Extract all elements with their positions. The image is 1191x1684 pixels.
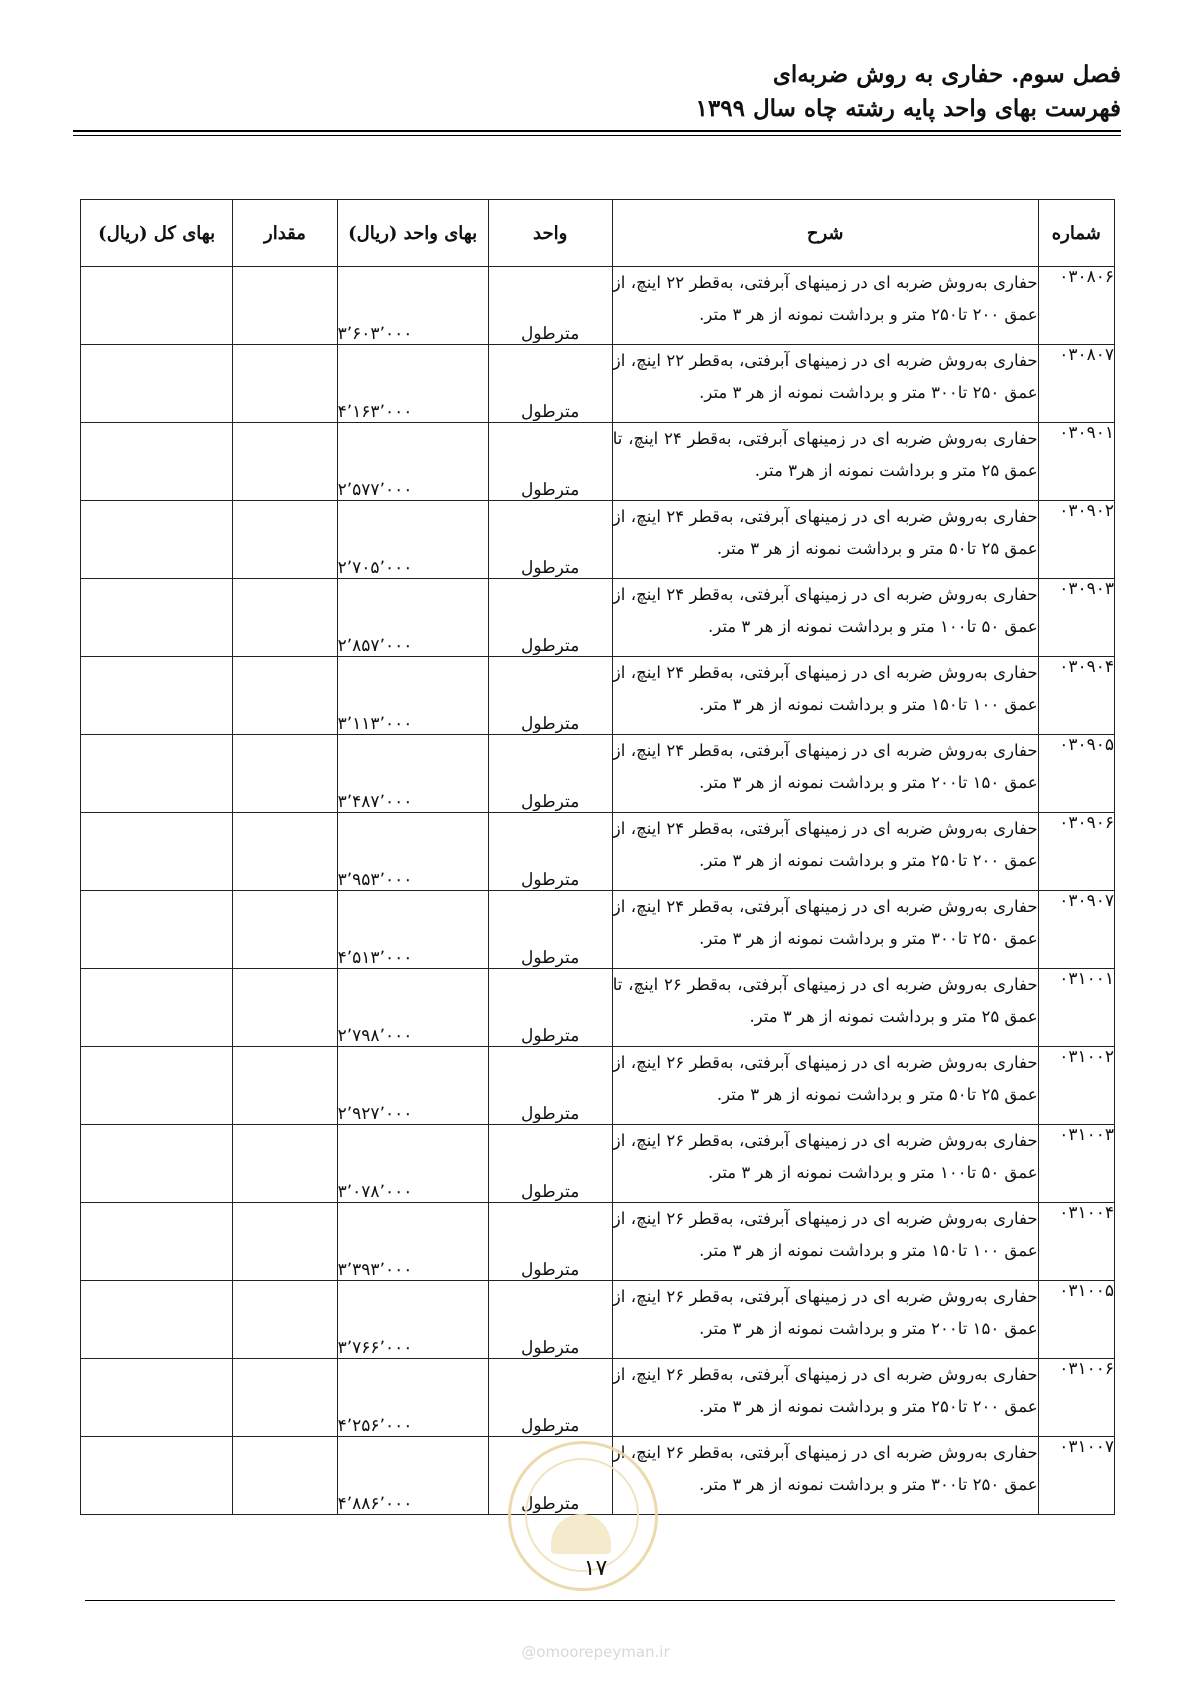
item-unit: مترطول (488, 1359, 612, 1437)
item-quantity (233, 423, 337, 501)
table-row (81, 267, 1115, 345)
item-total (81, 1125, 233, 1203)
watermark-url: @omoorepeyman.ir (521, 1643, 670, 1661)
item-quantity (233, 735, 337, 813)
item-quantity (233, 1203, 337, 1281)
item-total (81, 735, 233, 813)
item-number: ۰۳۰۸۰۶ (1038, 267, 1114, 345)
item-total (81, 579, 233, 657)
item-unit: مترطول (488, 1437, 612, 1515)
item-unit: مترطول (488, 345, 612, 423)
item-number: ۰۳۱۰۰۵ (1038, 1281, 1114, 1359)
item-number: ۰۳۰۹۰۳ (1038, 579, 1114, 657)
table-header-row (81, 200, 1115, 267)
item-number: ۰۳۰۹۰۲ (1038, 501, 1114, 579)
col-total-header: بهای کل (ریال) (81, 200, 233, 267)
table-row (81, 657, 1115, 735)
item-description: حفاری به‌روش ضربه ای در زمینهای آبرفتی، به‌قطر ۲۶ اینچ، از عمق ۱۰۰ تا۱۵۰ متر و برداشت نمونه از هر ۳ متر. (612, 1203, 1038, 1281)
item-unit-price: ۳٬۶۰۳٬۰۰۰ (337, 267, 488, 345)
item-quantity (233, 579, 337, 657)
table-row (81, 423, 1115, 501)
col-description-header: شرح (612, 200, 1038, 267)
item-unit: مترطول (488, 735, 612, 813)
table-row (81, 735, 1115, 813)
chapter-title: فصل سوم. حفاری به روش ضربه‌ای (772, 61, 1121, 88)
item-unit-price: ۴٬۱۶۳٬۰۰۰ (337, 345, 488, 423)
item-number: ۰۳۱۰۰۶ (1038, 1359, 1114, 1437)
item-number: ۰۳۱۰۰۷ (1038, 1437, 1114, 1515)
item-description: حفاری به‌روش ضربه ای در زمینهای آبرفتی، به‌قطر ۲۲ اینچ، از عمق ۲۰۰ تا۲۵۰ متر و برداشت نمونه از هر ۳ متر. (612, 267, 1038, 345)
item-unit-price: ۳٬۳۹۳٬۰۰۰ (337, 1203, 488, 1281)
item-description: حفاری به‌روش ضربه ای در زمینهای آبرفتی، به‌قطر ۲۴ اینچ، از عمق ۱۵۰ تا۲۰۰ متر و برداشت نمونه از هر ۳ متر. (612, 735, 1038, 813)
item-number: ۰۳۱۰۰۲ (1038, 1047, 1114, 1125)
item-unit: مترطول (488, 267, 612, 345)
item-total (81, 1047, 233, 1125)
item-number: ۰۳۰۹۰۷ (1038, 891, 1114, 969)
item-unit: مترطول (488, 891, 612, 969)
item-unit: مترطول (488, 423, 612, 501)
item-quantity (233, 657, 337, 735)
item-total (81, 891, 233, 969)
item-quantity (233, 1359, 337, 1437)
item-unit-price: ۳٬۷۶۶٬۰۰۰ (337, 1281, 488, 1359)
item-number: ۰۳۰۹۰۵ (1038, 735, 1114, 813)
item-total (81, 1281, 233, 1359)
item-unit-price: ۳٬۰۷۸٬۰۰۰ (337, 1125, 488, 1203)
item-quantity (233, 345, 337, 423)
table-row (81, 1359, 1115, 1437)
item-description: حفاری به‌روش ضربه ای در زمینهای آبرفتی، به‌قطر ۲۲ اینچ، از عمق ۲۵۰ تا۳۰۰ متر و برداشت نمونه از هر ۳ متر. (612, 345, 1038, 423)
table-row (81, 1281, 1115, 1359)
item-unit: مترطول (488, 813, 612, 891)
item-description: حفاری به‌روش ضربه ای در زمینهای آبرفتی، به‌قطر ۲۶ اینچ، تا عمق ۲۵ متر و برداشت نمونه از هر ۳ متر. (612, 969, 1038, 1047)
item-description: حفاری به‌روش ضربه ای در زمینهای آبرفتی، به‌قطر ۲۶ اینچ، از عمق ۲۵۰ تا۳۰۰ متر و برداشت نمونه از هر ۳ متر. (612, 1437, 1038, 1515)
item-total (81, 423, 233, 501)
item-quantity (233, 891, 337, 969)
item-number: ۰۳۰۹۰۱ (1038, 423, 1114, 501)
item-unit: مترطول (488, 501, 612, 579)
header-rule-thin (73, 135, 1121, 136)
item-unit: مترطول (488, 1203, 612, 1281)
item-unit: مترطول (488, 657, 612, 735)
table-row (81, 891, 1115, 969)
item-unit-price: ۴٬۸۸۶٬۰۰۰ (337, 1437, 488, 1515)
item-quantity (233, 1125, 337, 1203)
item-unit: مترطول (488, 1047, 612, 1125)
col-unit-header: واحد (488, 200, 612, 267)
item-unit-price: ۳٬۴۸۷٬۰۰۰ (337, 735, 488, 813)
header-rule-thick (73, 130, 1121, 132)
item-number: ۰۳۱۰۰۱ (1038, 969, 1114, 1047)
item-number: ۰۳۰۹۰۶ (1038, 813, 1114, 891)
item-total (81, 969, 233, 1047)
item-number: ۰۳۰۹۰۴ (1038, 657, 1114, 735)
table-row (81, 579, 1115, 657)
footer-rule (85, 1600, 1115, 1601)
item-description: حفاری به‌روش ضربه ای در زمینهای آبرفتی، به‌قطر ۲۴ اینچ، تا عمق ۲۵ متر و برداشت نمونه از هر۳ متر. (612, 423, 1038, 501)
item-total (81, 1203, 233, 1281)
item-total (81, 657, 233, 735)
item-description: حفاری به‌روش ضربه ای در زمینهای آبرفتی، به‌قطر ۲۴ اینچ، از عمق ۲۰۰ تا۲۵۰ متر و برداشت نمونه از هر ۳ متر. (612, 813, 1038, 891)
table-row (81, 969, 1115, 1047)
col-quantity-header: مقدار (233, 200, 337, 267)
table-row (81, 813, 1115, 891)
col-unit-price-header: بهای واحد (ریال) (337, 200, 488, 267)
item-unit-price: ۴٬۵۱۳٬۰۰۰ (337, 891, 488, 969)
item-total (81, 267, 233, 345)
item-description: حفاری به‌روش ضربه ای در زمینهای آبرفتی، به‌قطر ۲۴ اینچ، از عمق ۵۰ تا۱۰۰ متر و برداشت نمونه از هر ۳ متر. (612, 579, 1038, 657)
page-number: ۱۷ (583, 1556, 608, 1581)
item-total (81, 1359, 233, 1437)
item-quantity (233, 501, 337, 579)
page-header (70, 58, 1121, 126)
item-description: حفاری به‌روش ضربه ای در زمینهای آبرفتی، به‌قطر ۲۴ اینچ، از عمق ۱۰۰ تا۱۵۰ متر و برداشت نمونه از هر ۳ متر. (612, 657, 1038, 735)
item-total (81, 501, 233, 579)
table-row (81, 1125, 1115, 1203)
item-unit-price: ۲٬۷۰۵٬۰۰۰ (337, 501, 488, 579)
table-row (81, 501, 1115, 579)
item-unit-price: ۴٬۲۵۶٬۰۰۰ (337, 1359, 488, 1437)
item-unit: مترطول (488, 1281, 612, 1359)
item-description: حفاری به‌روش ضربه ای در زمینهای آبرفتی، به‌قطر ۲۴ اینچ، از عمق ۲۵ تا۵۰ متر و برداشت نمونه از هر ۳ متر. (612, 501, 1038, 579)
document-title: فهرست بهای واحد پایه رشته چاه سال ۱۳۹۹ (695, 95, 1121, 122)
item-number: ۰۳۱۰۰۴ (1038, 1203, 1114, 1281)
table-row (81, 1047, 1115, 1125)
item-description: حفاری به‌روش ضربه ای در زمینهای آبرفتی، به‌قطر ۲۶ اینچ، از عمق ۲۵ تا۵۰ متر و برداشت نمونه از هر ۳ متر. (612, 1047, 1038, 1125)
item-number: ۰۳۱۰۰۳ (1038, 1125, 1114, 1203)
item-unit-price: ۲٬۷۹۸٬۰۰۰ (337, 969, 488, 1047)
item-description: حفاری به‌روش ضربه ای در زمینهای آبرفتی، به‌قطر ۲۶ اینچ، از عمق ۲۰۰ تا۲۵۰ متر و برداشت نمونه از هر ۳ متر. (612, 1359, 1038, 1437)
item-quantity (233, 1047, 337, 1125)
item-quantity (233, 1437, 337, 1515)
item-unit-price: ۳٬۹۵۳٬۰۰۰ (337, 813, 488, 891)
item-number: ۰۳۰۸۰۷ (1038, 345, 1114, 423)
col-number-header: شماره (1038, 200, 1114, 267)
table-row (81, 345, 1115, 423)
price-table (80, 199, 1115, 1515)
item-description: حفاری به‌روش ضربه ای در زمینهای آبرفتی، به‌قطر ۲۶ اینچ، از عمق ۱۵۰ تا۲۰۰ متر و برداشت نمونه از هر ۳ متر. (612, 1281, 1038, 1359)
item-quantity (233, 1281, 337, 1359)
item-description: حفاری به‌روش ضربه ای در زمینهای آبرفتی، به‌قطر ۲۶ اینچ، از عمق ۵۰ تا۱۰۰ متر و برداشت نمونه از هر ۳ متر. (612, 1125, 1038, 1203)
item-unit-price: ۲٬۸۵۷٬۰۰۰ (337, 579, 488, 657)
item-quantity (233, 267, 337, 345)
item-total (81, 1437, 233, 1515)
item-total (81, 345, 233, 423)
item-quantity (233, 969, 337, 1047)
item-unit: مترطول (488, 1125, 612, 1203)
table-row (81, 1203, 1115, 1281)
item-description: حفاری به‌روش ضربه ای در زمینهای آبرفتی، به‌قطر ۲۴ اینچ، از عمق ۲۵۰ تا۳۰۰ متر و برداشت نمونه از هر ۳ متر. (612, 891, 1038, 969)
item-total (81, 813, 233, 891)
item-unit: مترطول (488, 969, 612, 1047)
item-quantity (233, 813, 337, 891)
item-unit: مترطول (488, 579, 612, 657)
item-unit-price: ۲٬۹۲۷٬۰۰۰ (337, 1047, 488, 1125)
item-unit-price: ۳٬۱۱۳٬۰۰۰ (337, 657, 488, 735)
item-unit-price: ۲٬۵۷۷٬۰۰۰ (337, 423, 488, 501)
